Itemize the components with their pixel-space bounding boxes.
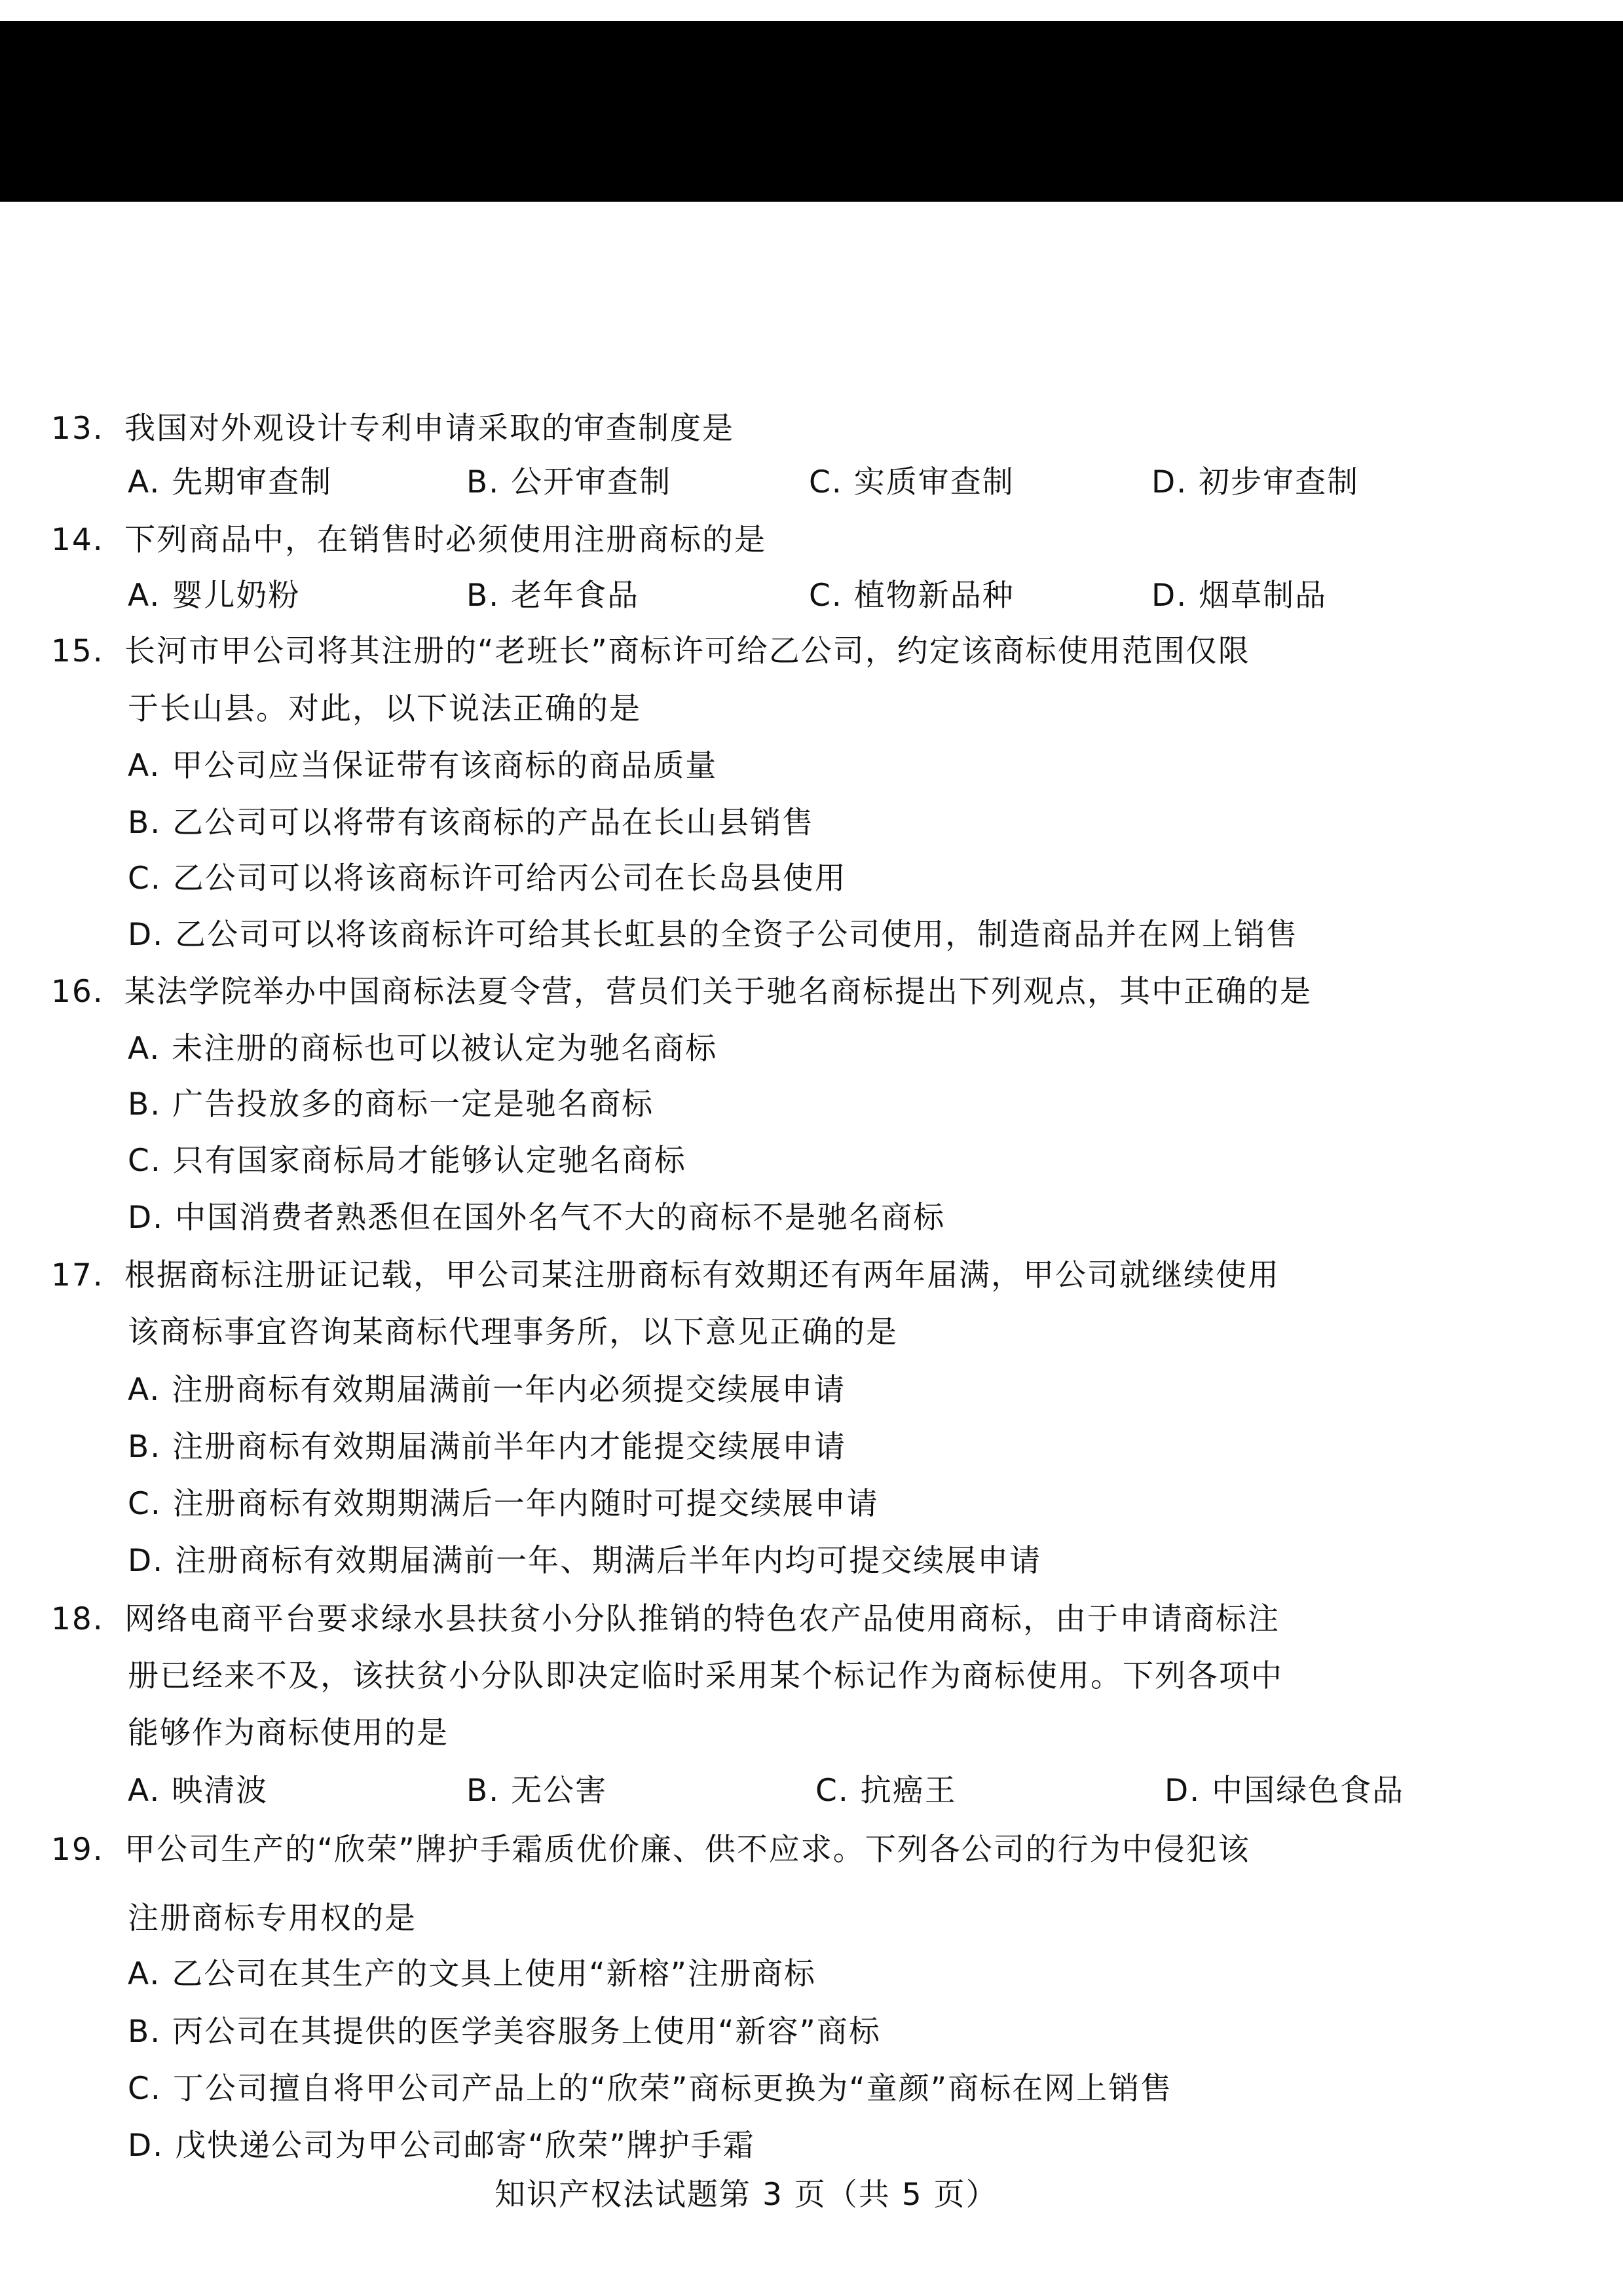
option-b[interactable]: B. 老年食品 xyxy=(466,578,640,614)
question-stem: 某法学院举办中国商标法夏令营，营员们关于驰名商标提出下列观点，其中正确的是 xyxy=(124,974,1312,1010)
question-stem: 长河市甲公司将其注册的“老班长”商标许可给乙公司，约定该商标使用范围仅限 xyxy=(124,633,1250,669)
question-stem: 网络电商平台要求绿水县扶贫小分队推销的特色农产品使用商标，由于申请商标注 xyxy=(124,1601,1280,1637)
question-number: 16. xyxy=(51,974,104,1010)
question-number: 15. xyxy=(51,633,104,669)
option-d[interactable]: D. 烟草制品 xyxy=(1151,578,1328,614)
option-a[interactable]: A. 婴儿奶粉 xyxy=(128,578,301,614)
redaction-bar xyxy=(0,21,1623,202)
question-stem: 根据商标注册证记载，甲公司某注册商标有效期还有两年届满，甲公司就继续使用 xyxy=(124,1257,1280,1293)
option-a[interactable]: A. 映清波 xyxy=(128,1773,269,1809)
question-number: 14. xyxy=(51,522,104,558)
option-c[interactable]: C. 植物新品种 xyxy=(809,578,1015,614)
option-c[interactable]: C. 实质审查制 xyxy=(809,464,1015,500)
question-stem: 下列商品中，在销售时必须使用注册商标的是 xyxy=(124,522,766,558)
question-number: 18. xyxy=(51,1601,104,1637)
question-number: 17. xyxy=(51,1257,104,1293)
option-a[interactable]: A. 先期审查制 xyxy=(128,464,333,500)
option-d[interactable]: D. 中国绿色食品 xyxy=(1165,1773,1405,1809)
question-stem: 我国对外观设计专利申请采取的审查制度是 xyxy=(124,411,734,447)
option-b[interactable]: B. 无公害 xyxy=(466,1773,608,1809)
option-c[interactable]: C. 抗癌王 xyxy=(815,1773,957,1809)
question-stem: 甲公司生产的“欣荣”牌护手霜质优价廉、供不应求。下列各公司的行为中侵犯该 xyxy=(124,1832,1250,1868)
option-d[interactable]: D. 初步审查制 xyxy=(1151,464,1360,500)
page-footer: 知识产权法试题第 3 页（共 5 页） xyxy=(494,2177,998,2213)
question-number: 19. xyxy=(51,1832,104,1868)
option-b[interactable]: B. 公开审查制 xyxy=(466,464,672,500)
question-number: 13. xyxy=(51,411,104,447)
